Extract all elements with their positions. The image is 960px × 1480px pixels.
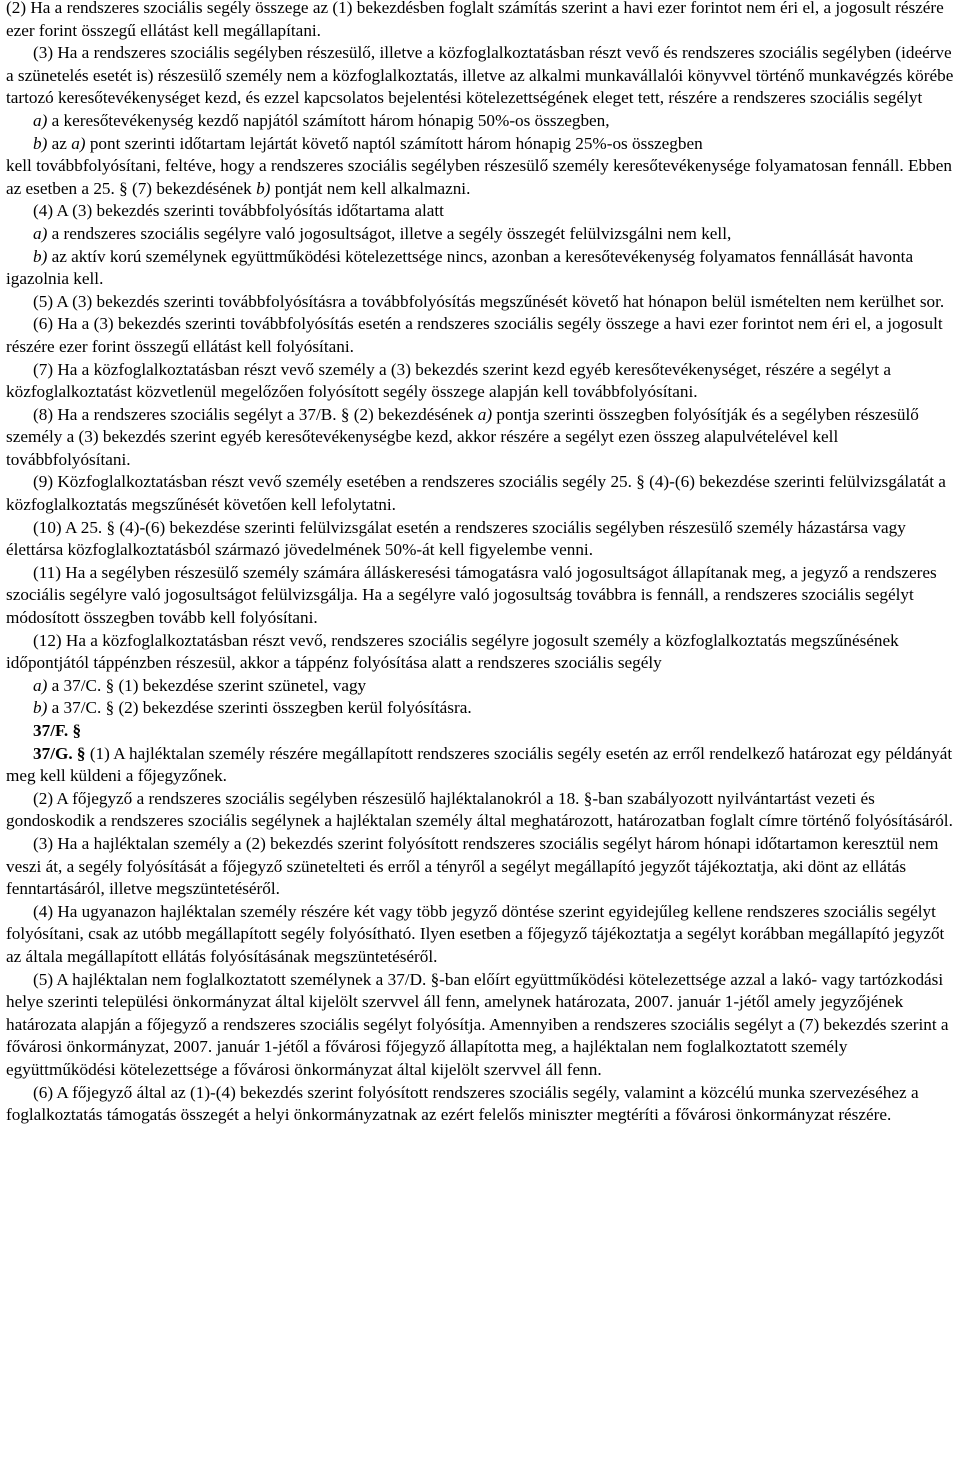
text-run: (12) Ha a közfoglalkoztatásban részt vevő, rendszeres szociális segélyre jogosult személy a közfoglalkoztatás megszűnésének időpontjától táppénzben részesül, akkor a táppénz folyósítása alatt a rendszeres szociális segély (6, 630, 899, 673)
text-run: (11) Ha a segélyben részesülő személy számára álláskeresési támogatásra való jogosultságot állapítanak meg, a jegyző a rendszeres szociális segélyre való jogosultságot felülvizsgálja. Ha a segélyre való jogosultság továbbra is fennáll, a rendszeres szociális segélyt módosított összegben tovább kell folyósítani. (6, 562, 937, 628)
paragraph (6, 517, 954, 562)
text-run: pontját nem kell alkalmazni. (270, 178, 471, 198)
paragraph (6, 133, 954, 156)
paragraph (6, 223, 954, 246)
text-run: a 37/C. § (1) bekezdése szerint szünetel, vagy (47, 675, 367, 695)
paragraph (6, 969, 954, 1082)
text-run: az aktív korú személynek együttműködési kötelezettsége nincs, azonban a keresőtevékenység folyamatos fennállását havonta igazolnia kell. (6, 246, 914, 289)
paragraph (6, 675, 954, 698)
item-marker: a) (71, 133, 86, 153)
text-run: (7) Ha a közfoglalkoztatásban részt vevő személy a (3) bekezdés szerint kezd egyéb keresőtevékenységet, részére a segélyt a közfoglalkoztatást közvetlenül megelőzően folyósított segély összege alapján kell továbbfolyósítani. (6, 359, 892, 402)
text-run: a 37/C. § (2) bekezdése szerinti összegben kerül folyósításra. (47, 698, 472, 718)
paragraph (6, 359, 954, 404)
item-marker: a) (33, 675, 48, 695)
item-marker: a) (477, 404, 493, 424)
document-body (6, 0, 954, 1127)
paragraph (6, 833, 954, 901)
paragraph (6, 42, 954, 110)
section-heading: 37/G. § (33, 743, 86, 763)
text-run: (3) Ha a rendszeres szociális segélyben részesülő, illetve a közfoglalkoztatásban részt vevő és rendszeres szociális segélyben (ideérve a szünetelés esetét is) részesülő személy nem a közfoglalkoztatás, illetve az alkalmi munkavállalói könyvvel történő munkavégzés körébe tartozó keresőtevékenységet kezd, és ezzel kapcsolatos bejelentési kötelezettségének eleget tett, részére a rendszeres szociális segélyt (6, 43, 954, 108)
text-run: (5) A (3) bekezdés szerinti továbbfolyósításra a továbbfolyósítás megszűnését követő hat hónapon belül ismételten nem kerülhet sor. (33, 291, 945, 311)
text-run: (5) A hajléktalan nem foglalkoztatott személynek a 37/D. §-ban előírt együttműködési kötelezettsége azzal a lakó- vagy tartózkodási helye szerinti települési önkormányzat által kijelölt szervvel áll fenn, amelynek határozata, 2007. január 1-jétől amely jegyzőjének határozata alapján a főjegyző a rendszeres szociális segélyt folyósítja. Amennyiben a rendszeres szociális segélyt a (7) bekezdés szerint a fővárosi önkormányzat, 2007. január 1-jétől a fővárosi főjegyző állapította meg, a hajléktalan nem foglalkoztatott személy együttműködési kötelezettsége a fővárosi önkormányzat által kijelölt szervvel áll fenn. (6, 969, 949, 1079)
paragraph (6, 720, 954, 743)
item-marker: b) (33, 698, 48, 718)
paragraph (6, 155, 954, 200)
text-run: (8) Ha a rendszeres szociális segélyt a 37/B. § (2) bekezdésének (33, 404, 478, 424)
paragraph (6, 110, 954, 133)
paragraph (6, 200, 954, 223)
text-run: pont szerinti időtartam lejártát követő naptól számított három hónapig 25%-os összegben (85, 133, 703, 153)
item-marker: b) (33, 133, 48, 153)
paragraph (6, 562, 954, 630)
paragraph (6, 1082, 954, 1127)
text-run: (1) A hajléktalan személy részére megállapított rendszeres szociális segély esetén az erről rendelkező határozat egy példányát meg kell küldeni a főjegyzőnek. (6, 743, 953, 786)
paragraph (6, 901, 954, 969)
item-marker: a) (33, 223, 48, 243)
text-run: (9) Közfoglalkoztatásban részt vevő személy esetében a rendszeres szociális segély 25. § (4)-(6) bekezdése szerinti felülvizsgálatát a közfoglalkoztatás megszűnését követően kell lefolytatni. (6, 472, 946, 515)
text-run: (4) Ha ugyanazon hajléktalan személy részére két vagy több jegyző döntése szerint egyidejűleg kellene rendszeres szociális segélyt folyósítani, csak az utóbb megállapított segély folyósítható. Ilyen esetben a főjegyző tájékoztatja a segélyt korábban megállapító jegyzőt az általa megállapított ellátás folyósításának megszüntetéséről. (6, 901, 945, 966)
item-marker: b) (33, 246, 48, 266)
paragraph (6, 246, 954, 291)
text-run: az (47, 133, 72, 153)
paragraph (6, 313, 954, 358)
text-run: (3) Ha a hajléktalan személy a (2) bekezdés szerint folyósított rendszeres szociális segélyt három hónapi időtartamon keresztül nem veszi át, a segély folyósítását a főjegyző szünetelteti és erről a tényről a segélyt megállapító jegyzőt tájékoztatja, aki dönt az ellátás fenntartásáról, illetve megszüntetéséről. (6, 833, 939, 899)
text-run: kell továbbfolyósítani, feltéve, hogy a rendszeres szociális segélyben részesülő személy keresőtevékenysége folyamatosan fennáll. Ebben az esetben a 25. § (7) bekezdésének (6, 156, 952, 198)
text-run: a rendszeres szociális segélyre való jogosultságot, illetve a segély összegét felülvizsgálni nem kell, (47, 223, 732, 243)
item-marker: b) (256, 178, 271, 198)
text-run: (6) Ha a (3) bekezdés szerinti továbbfolyósítás esetén a rendszeres szociális segély összege a havi ezer forintot nem éri el, a jogosult részére ezer forint összegű ellátást kell folyósítani. (6, 314, 943, 356)
text-run: (4) A (3) bekezdés szerinti továbbfolyósítás időtartama alatt (33, 201, 444, 221)
text-run: (2) A főjegyző a rendszeres szociális segélyben részesülő hajléktalanokról a 18. §-ban szabályozott nyilvántartást vezeti és gondoskodik a rendszeres szociális segélynek a hajléktalan személy által meghatározott, határozatban foglalt címre történő folyósításáról. (6, 788, 953, 831)
paragraph (6, 630, 954, 675)
text-run: (2) Ha a rendszeres szociális segély összege az (1) bekezdésben foglalt számítás szerint a havi ezer forintot nem éri el, a jogosult részére ezer forint összegű ellátást kell megállapítani. (6, 0, 944, 40)
paragraph (6, 404, 954, 472)
paragraph (6, 291, 954, 314)
paragraph (6, 743, 954, 788)
text-run: (6) A főjegyző által az (1)-(4) bekezdés szerint folyósított rendszeres szociális segély, valamint a közcélú munka szervezéséhez a foglalkoztatás támogatás összegét a helyi önkormányzatnak az ezért felelős miniszter megtéríti a fővárosi önkormányzat részére. (6, 1082, 919, 1125)
paragraph (6, 697, 954, 720)
text-run: a keresőtevékenység kezdő napjától számított három hónapig 50%-os összegben, (47, 110, 610, 130)
paragraph (6, 471, 954, 516)
paragraph (6, 788, 954, 833)
paragraph (6, 0, 954, 42)
section-heading: 37/F. § (33, 721, 82, 740)
text-run: (10) A 25. § (4)-(6) bekezdése szerinti felülvizsgálat esetén a rendszeres szociális segélyben részesülő személy házastársa vagy élettársa közfoglalkoztatásból származó jövedelmének 50%-át kell figyelembe venni. (6, 517, 906, 560)
text-run: pontja szerinti összegben folyósítják és a segélyben részesülő személy a (3) bekezdés szerint egyéb keresőtevékenységbe kezd, akkor részére a segélyt ezen összeg alapulvételével kell továbbfolyósítani. (6, 404, 919, 469)
item-marker: a) (33, 110, 48, 130)
